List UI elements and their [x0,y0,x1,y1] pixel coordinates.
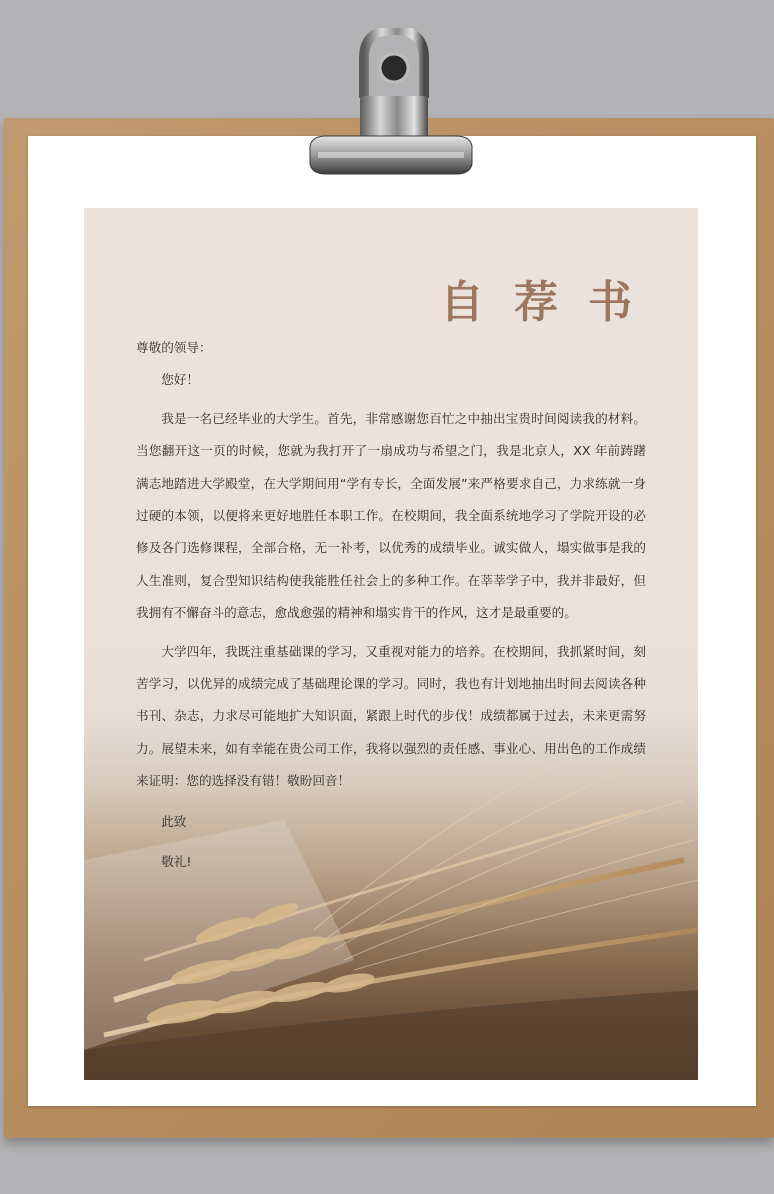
clipboard-board [4,118,774,1138]
document-title: 自荐书 [440,277,662,328]
white-paper-sheet [28,136,756,1106]
greeting: 您好！ [161,372,199,388]
letter-page [84,208,698,1080]
paragraph-1: 我是一名已经毕业的大学生。首先，非常感谢您百忙之中抽出宝贵时间阅读我的材料。当您翻开这一页的时候，您就为我打开了一扇成功与希望之门，我是北京人，XX 年前踌躇满志地踏进大学殿堂，在大学期间用“学有专长，全面发展”来严格要求自己，力求练就一身过硬的本领，以便将来更好地胜任本职工作。在校期间，我全面系统地学习了学院开设的必修及各门选修课程，全部合格，无一补考，以优秀的成绩毕业。诚实做人，塌实做事是我的人生准则，复合型知识结构使我能胜任社会上的多种工作。在莘莘学子中，我并非最好，但我拥有不懈奋斗的意志，愈战愈强的精神和塌实肯干的作风，这才是最重要的。 [136,410,646,621]
binder-clip-icon [306,28,476,178]
closing-line-1: 此致 [161,813,187,829]
salutation: 尊敬的领导： [136,340,212,355]
closing-line-2: 敬礼! [161,854,192,870]
paragraph-2: 大学四年，我既注重基础课的学习，又重视对能力的培养。在校期间，我抓紧时间，刻苦学习，以优异的成绩完成了基础理论课的学习。同时，我也有计划地抽出时间去阅读各种书刊、杂志，力求尽可能地扩大知识面，紧跟上时代的步伐！成绩都属于过去，未来更需努力。展望未来，如有幸能在贵公司工作，我将以强烈的责任感、事业心、用出色的工作成绩来证明：您的选择没有错！敬盼回音！ [136,643,646,789]
letter-body [136,332,646,879]
